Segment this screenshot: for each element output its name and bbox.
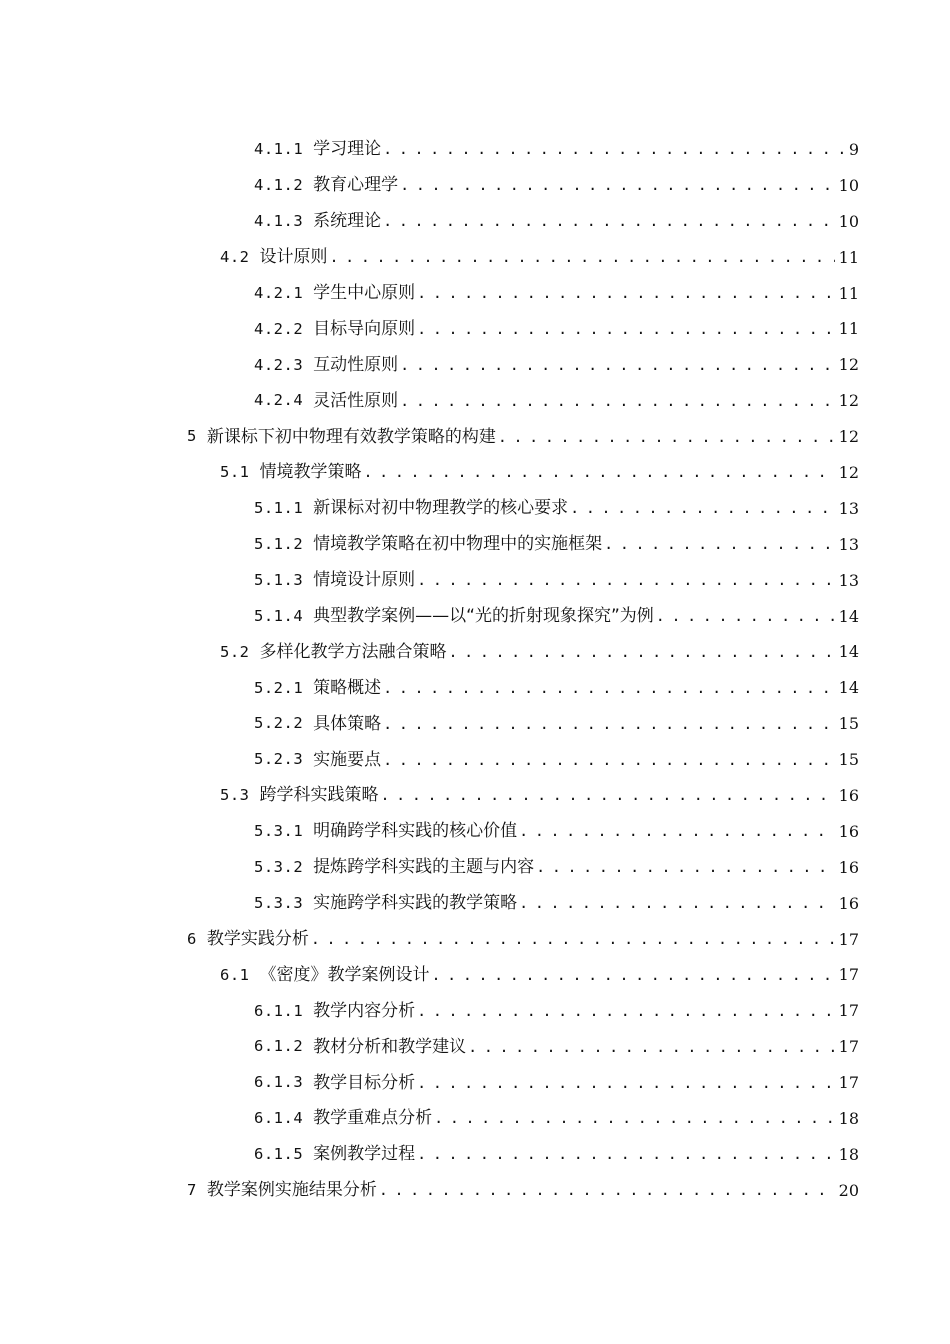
toc-entry[interactable] <box>0 311 950 347</box>
toc-dot-leader <box>383 717 834 732</box>
toc-entry[interactable] <box>0 814 950 850</box>
toc-dot-leader <box>417 1147 834 1162</box>
toc-entry-title: 新课标下初中物理有效教学策略的构建 <box>206 426 496 447</box>
toc-dot-leader <box>379 1183 835 1198</box>
toc-dot-leader <box>498 430 835 445</box>
toc-entry-title: 设计原则 <box>259 247 328 268</box>
toc-dot-leader <box>417 322 834 337</box>
toc-entry-title: 典型教学案例——以“光的折射现象探究”为例 <box>313 606 654 627</box>
toc-entry-page-number: 10 <box>838 211 859 231</box>
toc-entry[interactable] <box>0 276 950 312</box>
toc-entry-number: 7 <box>187 1181 197 1200</box>
toc-entry-title: 具体策略 <box>313 713 382 734</box>
toc-entry-title: 情境教学策略在初中物理中的实施框架 <box>313 534 603 555</box>
toc-entry-page-number: 13 <box>838 534 859 554</box>
toc-entry-title: 《密度》教学案例设计 <box>259 964 430 985</box>
toc-dot-leader <box>383 214 834 229</box>
toc-entry-title: 教材分析和教学建议 <box>313 1036 467 1057</box>
toc-entry-page-number: 15 <box>838 714 859 734</box>
table-of-contents <box>0 132 950 1209</box>
toc-entry-page-number: 14 <box>838 606 859 626</box>
toc-entry-number: 6.1 <box>220 965 250 984</box>
toc-dot-leader <box>570 501 834 516</box>
toc-entry[interactable] <box>0 1029 950 1065</box>
toc-entry-number: 6.1.1 <box>254 1001 304 1020</box>
toc-entry[interactable] <box>0 599 950 635</box>
toc-entry[interactable] <box>0 168 950 204</box>
toc-entry[interactable] <box>0 957 950 993</box>
toc-entry-title: 情境设计原则 <box>313 570 416 591</box>
toc-dot-leader <box>519 896 834 911</box>
toc-entry-page-number: 12 <box>838 462 859 482</box>
toc-entry-title: 学习理论 <box>313 139 382 160</box>
toc-dot-leader <box>434 1111 834 1126</box>
toc-dot-leader <box>311 932 835 947</box>
toc-entry-page-number: 12 <box>838 355 859 375</box>
toc-entry-number: 5.1.3 <box>254 570 304 589</box>
toc-dot-leader <box>381 788 835 803</box>
toc-entry-page-number: 10 <box>838 175 859 195</box>
toc-entry[interactable] <box>0 419 950 455</box>
toc-entry-title: 明确跨学科实践的核心价值 <box>313 821 518 842</box>
toc-entry-title: 灵活性原则 <box>313 390 399 411</box>
toc-entry-number: 5.2 <box>220 642 250 661</box>
toc-entry-page-number: 9 <box>848 139 859 159</box>
toc-entry[interactable] <box>0 778 950 814</box>
toc-dot-leader <box>536 860 834 875</box>
toc-entry-page-number: 17 <box>838 1037 859 1057</box>
toc-entry-page-number: 17 <box>838 929 859 949</box>
toc-entry-title: 实施跨学科实践的教学策略 <box>313 893 518 914</box>
toc-entry[interactable] <box>0 1173 950 1209</box>
toc-entry[interactable] <box>0 850 950 886</box>
toc-dot-leader <box>383 142 845 157</box>
toc-entry-page-number: 20 <box>838 1180 859 1200</box>
toc-entry-title: 教学内容分析 <box>313 1000 416 1021</box>
toc-entry[interactable] <box>0 742 950 778</box>
toc-entry[interactable] <box>0 240 950 276</box>
toc-entry-title: 目标导向原则 <box>313 318 416 339</box>
toc-entry[interactable] <box>0 491 950 527</box>
toc-dot-leader <box>330 250 835 265</box>
toc-entry-page-number: 17 <box>838 1001 859 1021</box>
toc-entry-number: 5.3.2 <box>254 858 304 876</box>
toc-dot-leader <box>604 537 834 552</box>
toc-entry[interactable] <box>0 455 950 491</box>
toc-entry-page-number: 11 <box>838 247 859 267</box>
toc-entry-page-number: 14 <box>838 678 859 698</box>
toc-dot-leader <box>417 1076 834 1091</box>
toc-entry-number: 4.1.1 <box>254 140 304 159</box>
toc-entry-number: 5.2.3 <box>254 750 304 769</box>
toc-entry-title: 跨学科实践策略 <box>259 785 379 806</box>
toc-entry-page-number: 16 <box>838 857 859 877</box>
toc-dot-leader <box>432 968 835 983</box>
toc-entry[interactable] <box>0 670 950 706</box>
toc-dot-leader <box>383 681 834 696</box>
toc-entry-number: 5.3 <box>220 786 250 805</box>
toc-entry-title: 教学目标分析 <box>313 1072 416 1093</box>
toc-entry-page-number: 11 <box>838 283 859 303</box>
toc-entry-title: 案例教学过程 <box>313 1144 416 1165</box>
toc-entry-number: 4.2.4 <box>254 391 304 410</box>
toc-entry-title: 多样化教学方法融合策略 <box>259 641 447 662</box>
toc-entry-page-number: 12 <box>838 427 859 447</box>
toc-entry-title: 教学实践分析 <box>206 929 309 950</box>
toc-entry-page-number: 17 <box>838 965 859 985</box>
toc-entry-title: 教学重难点分析 <box>313 1108 433 1129</box>
toc-dot-leader <box>364 465 835 480</box>
toc-entry[interactable] <box>0 347 950 383</box>
toc-entry-page-number: 12 <box>838 391 859 411</box>
toc-entry-page-number: 16 <box>838 821 859 841</box>
toc-entry-title: 策略概述 <box>313 677 382 698</box>
toc-dot-leader <box>400 178 834 193</box>
toc-entry-page-number: 18 <box>838 1108 859 1128</box>
toc-entry-number: 6.1.3 <box>254 1073 304 1092</box>
toc-entry[interactable] <box>0 706 950 742</box>
toc-dot-leader <box>519 824 834 839</box>
toc-entry-number: 5.1.1 <box>254 499 304 518</box>
toc-dot-leader <box>417 286 834 301</box>
toc-entry[interactable] <box>0 634 950 670</box>
toc-dot-leader <box>400 358 834 373</box>
toc-entry-number: 5.3.1 <box>254 822 304 841</box>
toc-dot-leader <box>417 573 834 588</box>
toc-entry[interactable] <box>0 563 950 599</box>
toc-entry-number: 5.2.1 <box>254 678 304 697</box>
toc-entry-page-number: 16 <box>838 785 859 805</box>
toc-entry-number: 5.2.2 <box>254 714 304 733</box>
toc-entry-number: 6.1.2 <box>254 1037 304 1056</box>
toc-entry-number: 5.1.2 <box>254 534 304 553</box>
toc-entry-title: 实施要点 <box>313 749 382 770</box>
toc-entry-number: 5.1.4 <box>254 606 304 625</box>
toc-entry-number: 4.1.2 <box>254 176 304 195</box>
toc-dot-leader <box>417 1004 834 1019</box>
toc-entry[interactable] <box>0 132 950 168</box>
toc-entry-number: 5.3.3 <box>254 893 304 912</box>
toc-entry-number: 5.1 <box>220 463 250 482</box>
toc-entry-number: 5 <box>187 427 197 446</box>
toc-entry-title: 教学案例实施结果分析 <box>206 1180 377 1201</box>
toc-entry-title: 学生中心原则 <box>313 283 416 303</box>
toc-entry-page-number: 11 <box>838 319 859 339</box>
toc-dot-leader <box>468 1040 834 1055</box>
toc-entry-number: 4.2.2 <box>254 319 304 338</box>
toc-entry[interactable] <box>0 527 950 563</box>
toc-entry-title: 教育心理学 <box>313 175 399 196</box>
toc-entry[interactable] <box>0 1065 950 1101</box>
toc-entry-page-number: 14 <box>838 642 859 662</box>
toc-entry-page-number: 16 <box>838 893 859 913</box>
toc-dot-leader <box>400 394 834 409</box>
toc-entry-number: 6.1.4 <box>254 1109 304 1128</box>
toc-entry-number: 6 <box>187 929 197 948</box>
toc-entry-page-number: 15 <box>838 750 859 770</box>
toc-entry[interactable] <box>0 1101 950 1137</box>
toc-entry[interactable] <box>0 1137 950 1173</box>
toc-entry-title: 新课标对初中物理教学的核心要求 <box>313 498 569 519</box>
toc-entry[interactable] <box>0 922 950 958</box>
toc-entry[interactable] <box>0 993 950 1029</box>
toc-entry-page-number: 13 <box>838 570 859 590</box>
toc-entry-number: 4.2.1 <box>254 283 304 302</box>
toc-entry-page-number: 18 <box>838 1144 859 1164</box>
toc-entry[interactable] <box>0 886 950 922</box>
toc-entry-number: 4.2 <box>220 247 250 266</box>
toc-dot-leader <box>383 753 834 768</box>
toc-entry-number: 6.1.5 <box>254 1145 304 1164</box>
toc-entry-page-number: 17 <box>838 1073 859 1093</box>
toc-entry-title: 情境教学策略 <box>259 462 362 483</box>
toc-entry-title: 互动性原则 <box>313 354 399 375</box>
toc-entry-page-number: 13 <box>838 498 859 518</box>
toc-entry-title: 提炼跨学科实践的主题与内容 <box>313 857 535 878</box>
toc-entry[interactable] <box>0 383 950 419</box>
toc-dot-leader <box>449 645 835 660</box>
toc-dot-leader <box>656 609 835 624</box>
toc-entry-number: 4.2.3 <box>254 355 304 374</box>
toc-entry-title: 系统理论 <box>313 211 382 232</box>
toc-entry[interactable] <box>0 204 950 240</box>
toc-entry-number: 4.1.3 <box>254 211 304 230</box>
